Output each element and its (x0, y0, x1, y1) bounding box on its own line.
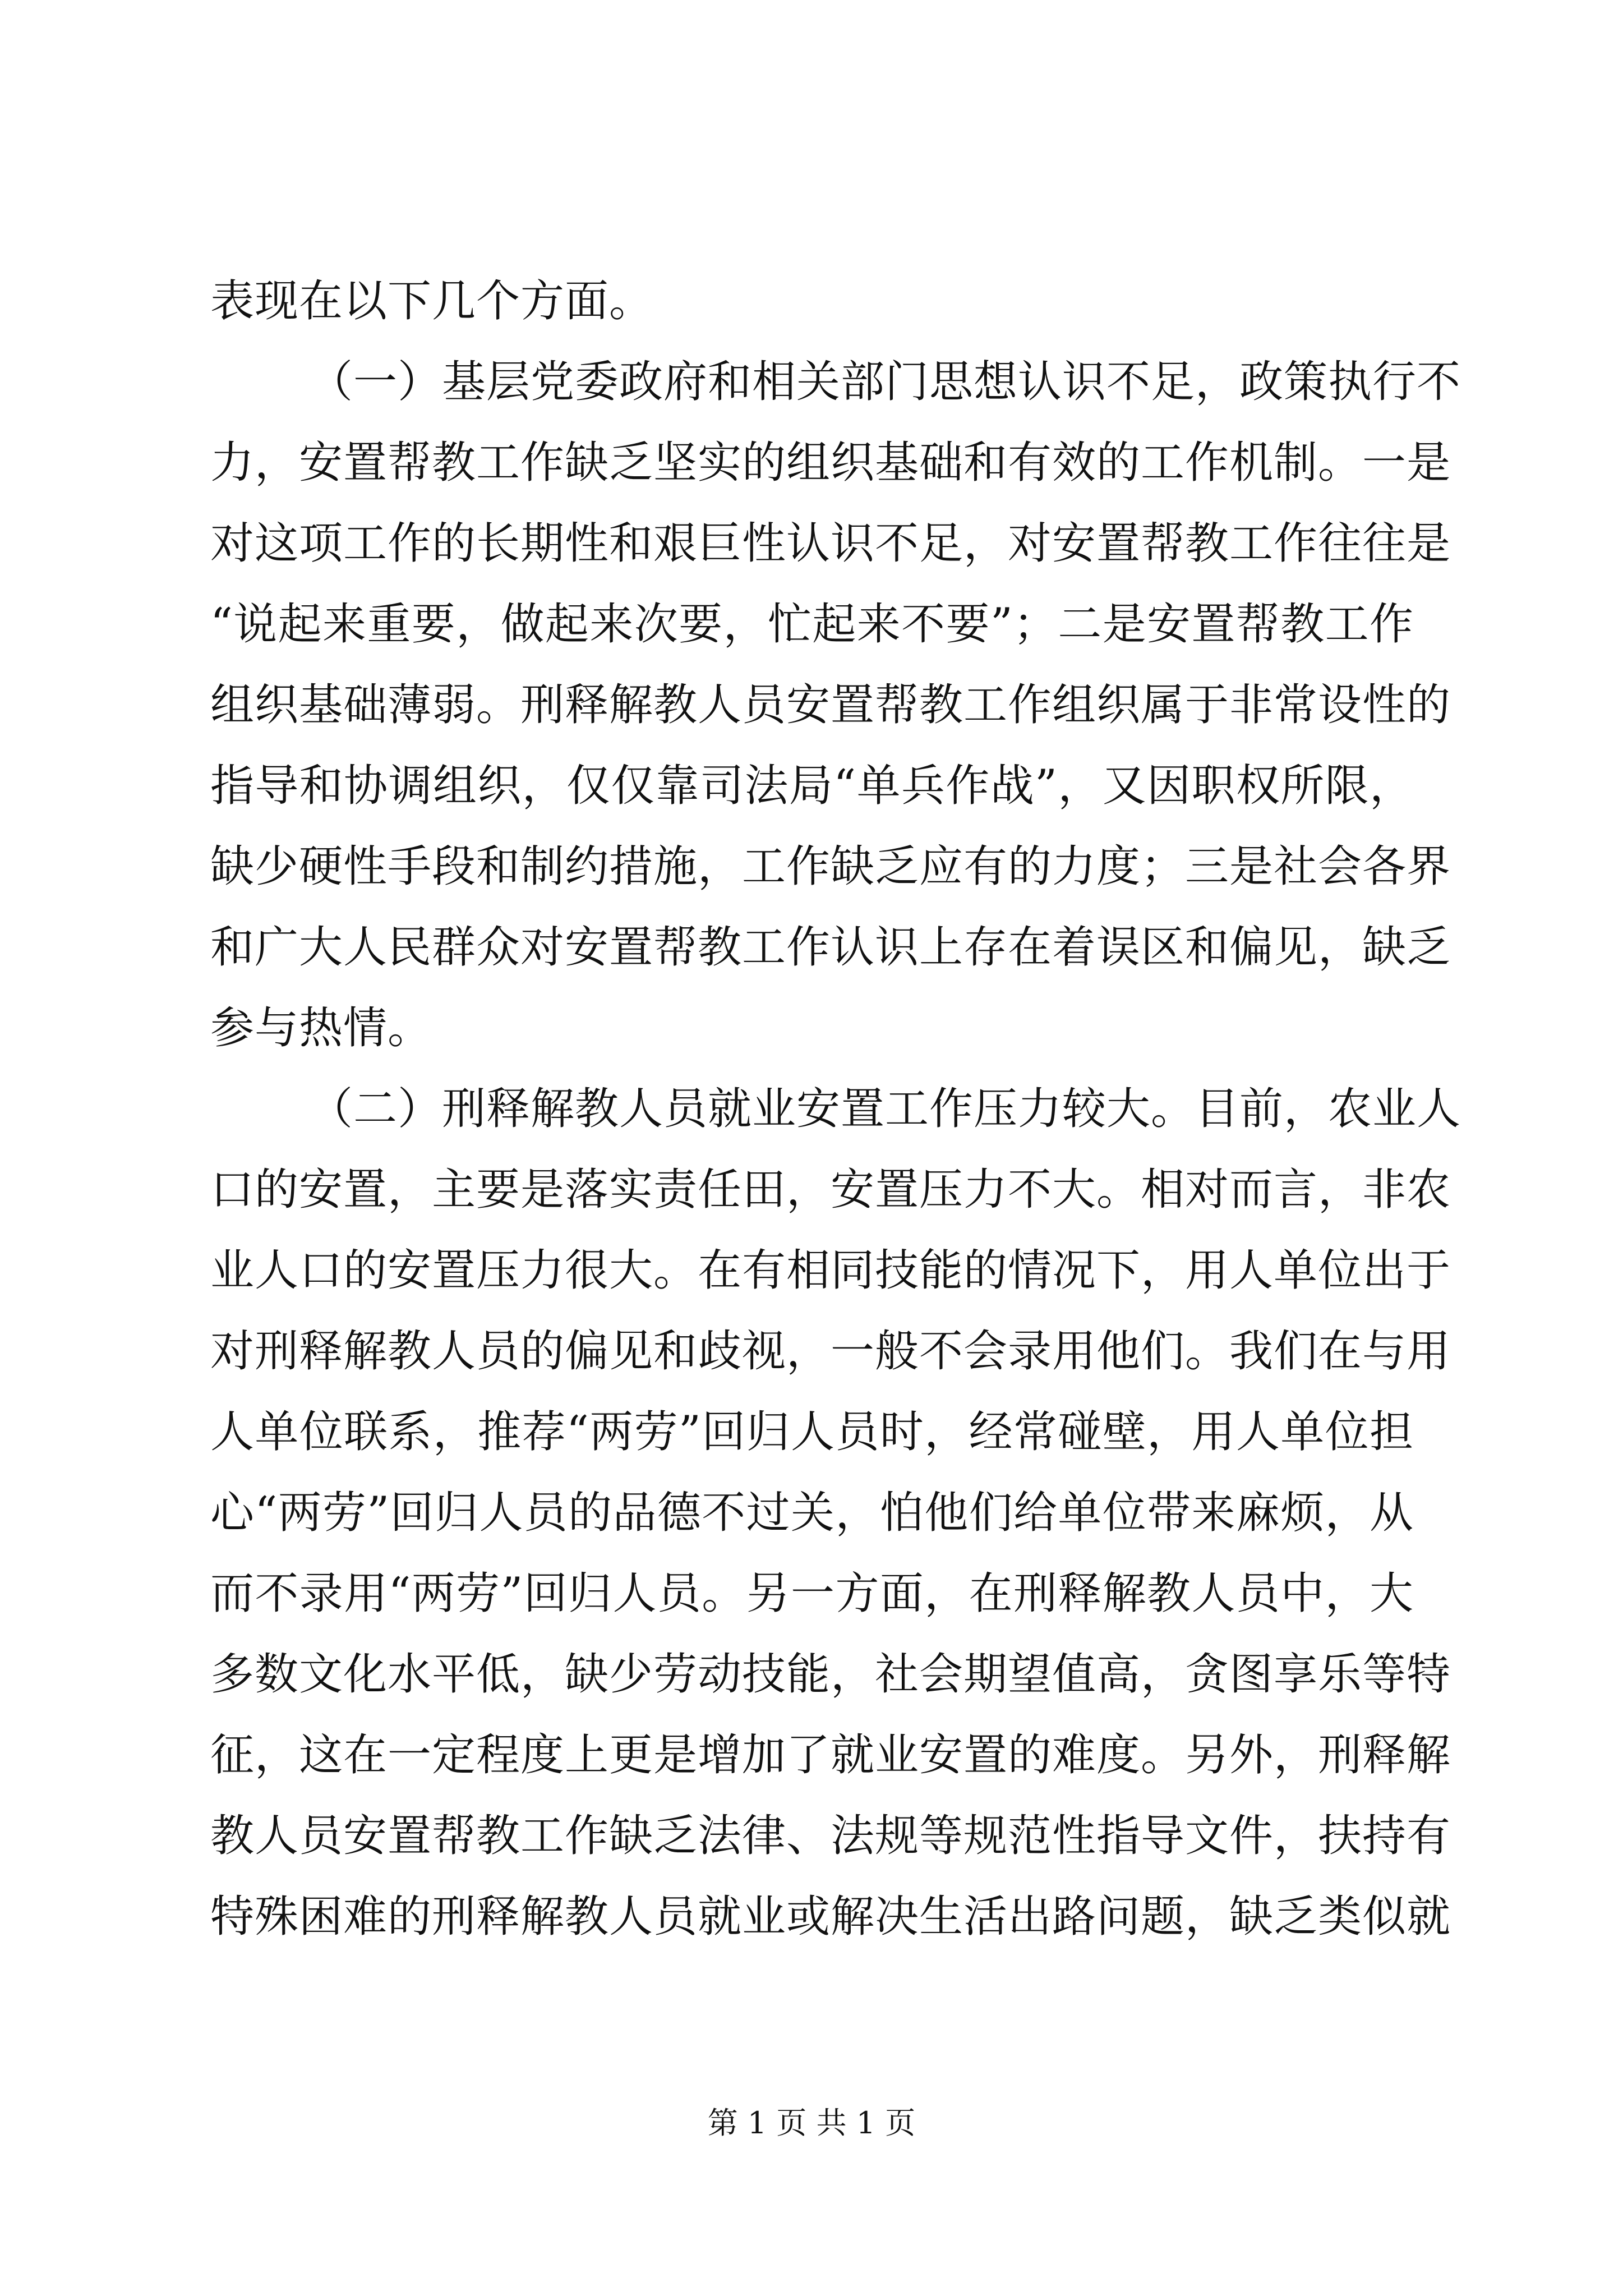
text-line: 缺少硬性手段和制约措施，工作缺乏应有的力度；三是社会各界 (210, 841, 1451, 892)
text-line: 对刑释解教人员的偏见和歧视，一般不会录用他们。我们在与用 (210, 1326, 1451, 1377)
text-line: 力，安置帮教工作缺乏坚实的组织基础和有效的工作机制。一是 (210, 438, 1451, 488)
text-line: 而不录用“两劳”回归人员。另一方面，在刑释解教人员中，大 (210, 1568, 1414, 1619)
paragraph-first-line: （二）刑释解教人员就业安置工作压力较大。目前，农业人 (309, 1084, 1461, 1134)
paragraph-first-line: （一）基层党委政府和相关部门思想认识不足，政策执行不 (309, 357, 1461, 407)
text-line: 组织基础薄弱。刑释解教人员安置帮教工作组织属于非常设性的 (210, 680, 1451, 730)
text-line: 对这项工作的长期性和艰巨性认识不足，对安置帮教工作往往是 (210, 518, 1451, 569)
text-line: 人单位联系，推荐“两劳”回归人员时，经常碰壁，用人单位担 (210, 1407, 1414, 1457)
text-line: 指导和协调组织，仅仅靠司法局“单兵作战”，又因职权所限， (210, 761, 1414, 811)
text-line: 教人员安置帮教工作缺乏法律、法规等规范性指导文件，扶持有 (210, 1811, 1451, 1861)
text-line: 表现在以下几个方面。 (210, 276, 654, 326)
text-line: 和广大人民群众对安置帮教工作认识上存在着误区和偏见，缺乏 (210, 922, 1451, 973)
page-number-footer: 第 1 页 共 1 页 (707, 2105, 916, 2141)
text-line: 征，这在一定程度上更是增加了就业安置的难度。另外，刑释解 (210, 1730, 1451, 1780)
text-line: 特殊困难的刑释解教人员就业或解决生活出路问题，缺乏类似就 (210, 1892, 1451, 1942)
text-line: 心“两劳”回归人员的品德不过关，怕他们给单位带来麻烦，从 (210, 1488, 1414, 1538)
text-line: 多数文化水平低，缺少劳动技能，社会期望值高，贪图享乐等特 (210, 1649, 1451, 1700)
text-line: 参与热情。 (210, 1003, 432, 1053)
text-line: “说起来重要，做起来次要，忙起来不要”；二是安置帮教工作 (210, 599, 1414, 650)
text-line: 业人口的安置压力很大。在有相同技能的情况下，用人单位出于 (210, 1245, 1451, 1296)
document-body (210, 261, 1461, 1957)
text-line: 口的安置，主要是落实责任田，安置压力不大。相对而言，非农 (210, 1165, 1451, 1215)
